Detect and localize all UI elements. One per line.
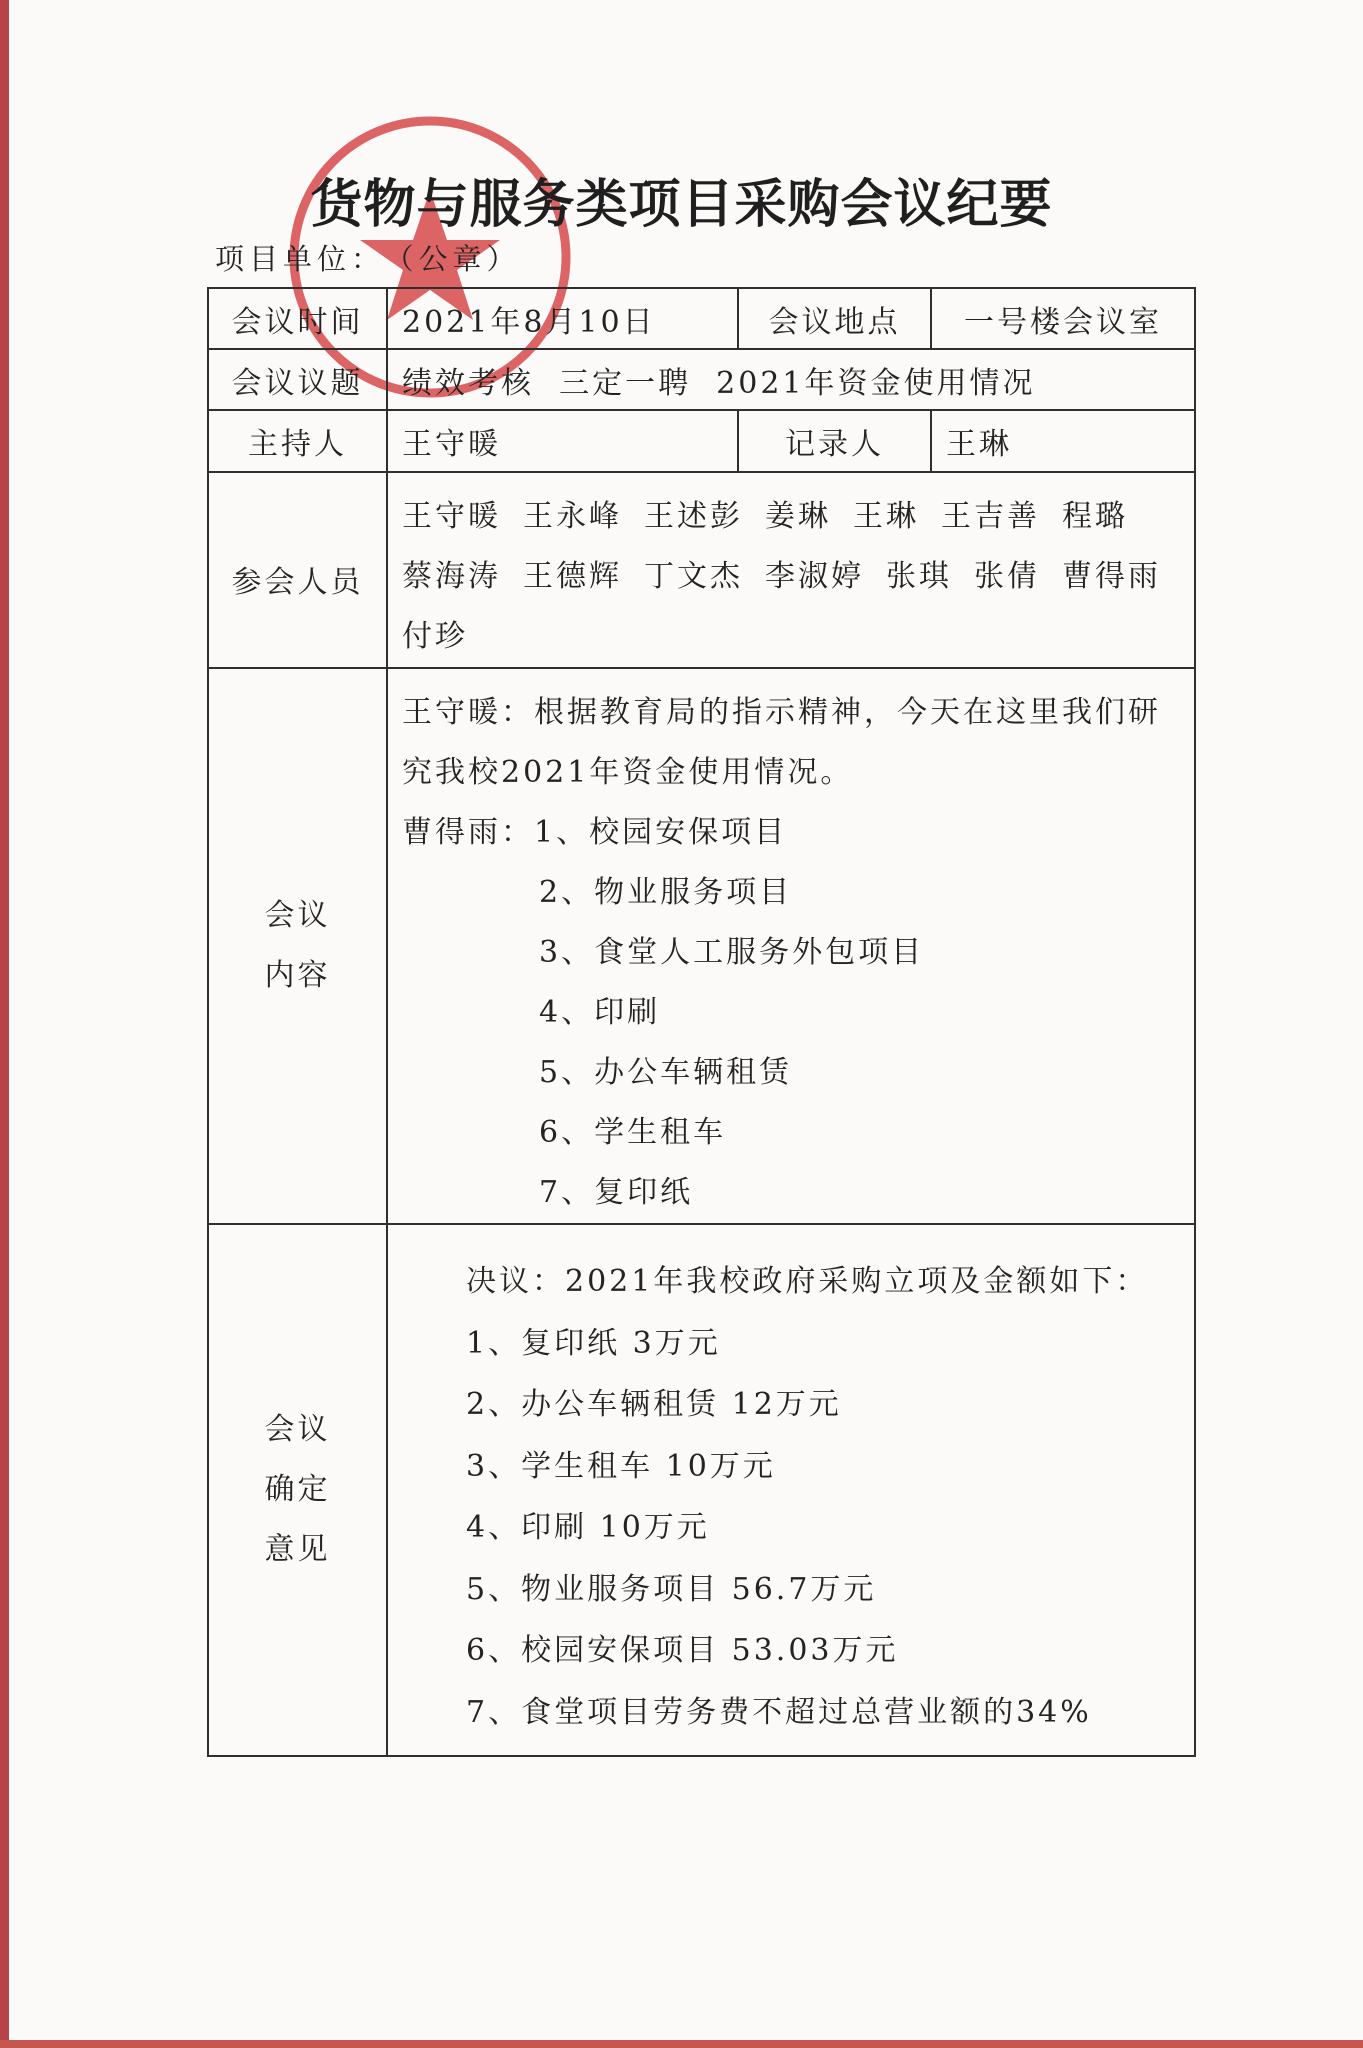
official-stamp-note: （公章） <box>399 242 521 276</box>
content-body <box>402 683 1180 1223</box>
row-time-place <box>208 288 1195 349</box>
project-unit-label: 项目单位： <box>215 242 386 276</box>
attendee-name: 王吉善 <box>941 499 1040 534</box>
resolution-cell <box>387 1224 1195 1756</box>
row-content <box>208 668 1195 1224</box>
content-cell <box>387 668 1195 1224</box>
row-resolution <box>208 1224 1195 1756</box>
host-value: 王守暖 <box>387 410 738 472</box>
page-bottom-edge <box>0 2040 1363 2048</box>
attendees-label: 参会人员 <box>208 472 387 668</box>
attendee-name: 付珍 <box>402 619 468 654</box>
resolution-item: 2、办公车辆租赁 12万元 <box>466 1387 842 1422</box>
resolution-item: 7、食堂项目劳务费不超过总营业额的34% <box>466 1694 1092 1730</box>
meeting-place-value: 一号楼会议室 <box>931 288 1195 349</box>
attendee-name: 王琳 <box>853 499 919 534</box>
host-label: 主持人 <box>208 410 387 472</box>
attendee-name: 张倩 <box>974 559 1040 594</box>
attendees-line-3 <box>402 607 1180 667</box>
meeting-time-value: 2021年8月10日 <box>387 288 738 349</box>
project-unit-line <box>215 237 521 278</box>
row-host-recorder <box>208 410 1195 472</box>
resolution-item: 5、物业服务项目 56.7万元 <box>466 1571 877 1607</box>
content-label-line-2: 内容 <box>264 958 331 993</box>
resolution-label-line-2: 确定 <box>264 1472 331 1507</box>
attendee-name: 蔡海涛 <box>402 559 501 594</box>
content-item: 6、学生租车 <box>539 1115 727 1150</box>
content-item: 4、印刷 <box>539 995 661 1030</box>
meeting-time-label: 会议时间 <box>208 288 387 349</box>
content-item: 5、办公车辆租赁 <box>539 1055 793 1090</box>
resolution-item: 4、印刷 10万元 <box>466 1510 710 1545</box>
resolution-item: 1、复印纸 3万元 <box>466 1325 721 1361</box>
content-intro-line-2: 究我校2021年资金使用情况。 <box>402 755 854 790</box>
document-title: 货物与服务类项目采购会议纪要 <box>310 174 1053 235</box>
meeting-place-label: 会议地点 <box>738 288 931 349</box>
attendee-name: 李淑婷 <box>765 559 864 594</box>
resolution-label-line-3: 意见 <box>264 1532 331 1567</box>
recorder-value: 王琳 <box>931 410 1195 472</box>
attendee-name: 王守暖 <box>402 499 501 534</box>
attendee-name: 王德辉 <box>523 559 622 594</box>
content-label <box>208 668 387 1224</box>
content-item: 7、复印纸 <box>539 1175 694 1210</box>
meeting-topic-value: 绩效考核 三定一聘 2021年资金使用情况 <box>387 349 1195 410</box>
attendee-name: 王永峰 <box>523 499 622 534</box>
resolution-item: 3、学生租车 10万元 <box>466 1448 776 1484</box>
meeting-topic-label: 会议议题 <box>208 349 387 410</box>
content-speaker-line: 曹得雨：1、校园安保项目 <box>402 815 788 850</box>
attendees-line-1 <box>402 487 1180 547</box>
content-intro-line-1: 王守暖：根据教育局的指示精神，今天在这里我们研 <box>402 695 1161 730</box>
content-item: 2、物业服务项目 <box>539 875 793 910</box>
resolution-label <box>208 1224 387 1756</box>
attendee-name: 丁文杰 <box>644 559 743 594</box>
resolution-heading: 决议：2021年我校政府采购立项及金额如下： <box>466 1264 1149 1299</box>
attendees-cell <box>387 472 1195 668</box>
attendee-name: 王述彭 <box>644 499 743 534</box>
attendees-line-2 <box>402 547 1180 607</box>
recorder-label: 记录人 <box>738 410 931 472</box>
row-attendees <box>208 472 1195 668</box>
attendee-name: 曹得雨 <box>1062 559 1161 594</box>
resolution-item: 6、校园安保项目 53.03万元 <box>466 1633 899 1668</box>
attendee-name: 张琪 <box>886 559 952 594</box>
page-left-edge <box>0 0 9 2048</box>
meeting-minutes-table <box>207 287 1196 1757</box>
attendee-name: 姜琳 <box>765 499 831 534</box>
row-topic <box>208 349 1195 410</box>
resolution-body <box>402 1251 1180 1743</box>
content-label-line-1: 会议 <box>264 898 331 933</box>
content-item: 3、食堂人工服务外包项目 <box>539 935 925 970</box>
attendee-name: 程璐 <box>1062 499 1128 534</box>
resolution-label-line-1: 会议 <box>264 1412 331 1447</box>
